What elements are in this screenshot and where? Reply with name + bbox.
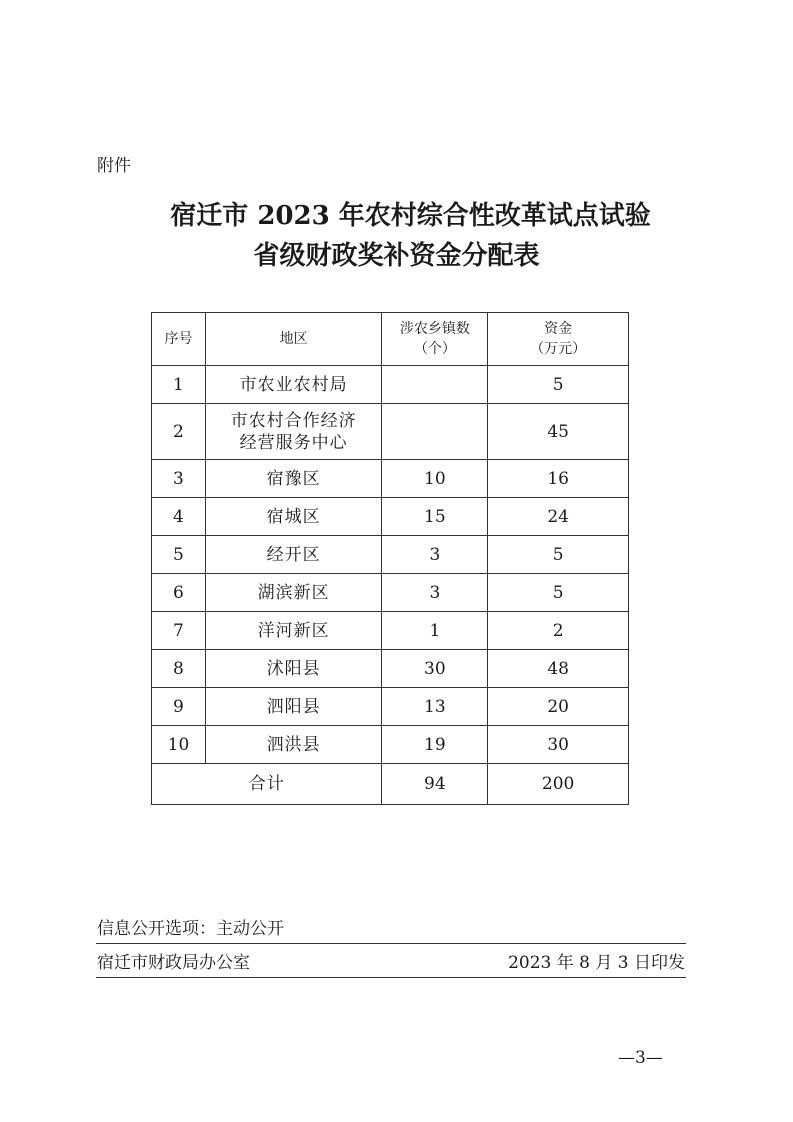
cell-towns: 3 — [382, 574, 488, 612]
table-row — [152, 536, 629, 574]
footer-divider-top — [96, 943, 686, 944]
cell-seq: 4 — [152, 498, 206, 536]
cell-seq: 1 — [152, 366, 206, 404]
cell-funds: 5 — [488, 536, 629, 574]
cell-funds: 24 — [488, 498, 629, 536]
title-line-2: 省级财政奖补资金分配表 — [253, 241, 540, 271]
cell-seq: 3 — [152, 460, 206, 498]
cell-funds: 5 — [488, 366, 629, 404]
table-row — [152, 574, 629, 612]
cell-seq: 10 — [152, 726, 206, 764]
cell-towns: 15 — [382, 498, 488, 536]
title-line-1: 宿迁市 2023 年农村综合性改革试点试验 — [170, 201, 651, 231]
cell-funds: 5 — [488, 574, 629, 612]
table-total-row — [152, 764, 629, 805]
header-seq: 序号 — [152, 313, 206, 366]
cell-region: 市农村合作经济 经营服务中心 — [205, 404, 382, 460]
cell-towns: 3 — [382, 536, 488, 574]
cell-seq: 6 — [152, 574, 206, 612]
cell-seq: 9 — [152, 688, 206, 726]
cell-seq: 5 — [152, 536, 206, 574]
cell-seq: 7 — [152, 612, 206, 650]
cell-towns: 1 — [382, 612, 488, 650]
page-number: —3— — [618, 1048, 663, 1068]
cell-region: 洋河新区 — [205, 612, 382, 650]
table-row — [152, 460, 629, 498]
cell-region: 湖滨新区 — [205, 574, 382, 612]
allocation-table — [151, 312, 629, 805]
total-label: 合计 — [152, 764, 382, 805]
cell-funds: 48 — [488, 650, 629, 688]
issuer: 宿迁市财政局办公室 — [97, 953, 250, 973]
cell-region: 沭阳县 — [205, 650, 382, 688]
cell-region: 宿城区 — [205, 498, 382, 536]
cell-towns: 30 — [382, 650, 488, 688]
cell-funds: 2 — [488, 612, 629, 650]
cell-region: 泗阳县 — [205, 688, 382, 726]
table-row — [152, 650, 629, 688]
cell-funds: 20 — [488, 688, 629, 726]
cell-seq: 8 — [152, 650, 206, 688]
cell-towns — [382, 366, 488, 404]
cell-towns — [382, 404, 488, 460]
cell-funds: 30 — [488, 726, 629, 764]
cell-seq: 2 — [152, 404, 206, 460]
cell-region: 市农业农村局 — [205, 366, 382, 404]
table-row — [152, 688, 629, 726]
footer-divider-bottom — [96, 977, 686, 978]
cell-funds: 45 — [488, 404, 629, 460]
table-row — [152, 366, 629, 404]
cell-towns: 10 — [382, 460, 488, 498]
cell-region: 经开区 — [205, 536, 382, 574]
total-towns: 94 — [382, 764, 488, 805]
disclosure-option: 信息公开选项：主动公开 — [97, 919, 284, 939]
cell-region: 宿豫区 — [205, 460, 382, 498]
document-title — [0, 196, 793, 276]
header-region: 地区 — [205, 313, 382, 366]
attachment-label: 附件 — [97, 156, 131, 176]
cell-funds: 16 — [488, 460, 629, 498]
cell-towns: 19 — [382, 726, 488, 764]
header-towns: 涉农乡镇数 （个） — [382, 313, 488, 366]
table-header-row — [152, 313, 629, 366]
total-funds: 200 — [488, 764, 629, 805]
cell-towns: 13 — [382, 688, 488, 726]
header-funds: 资金 （万元） — [488, 313, 629, 366]
table-row — [152, 726, 629, 764]
issue-date: 2023 年 8 月 3 日印发 — [508, 953, 685, 973]
table-row — [152, 404, 629, 460]
table-row — [152, 498, 629, 536]
table-row — [152, 612, 629, 650]
cell-region: 泗洪县 — [205, 726, 382, 764]
